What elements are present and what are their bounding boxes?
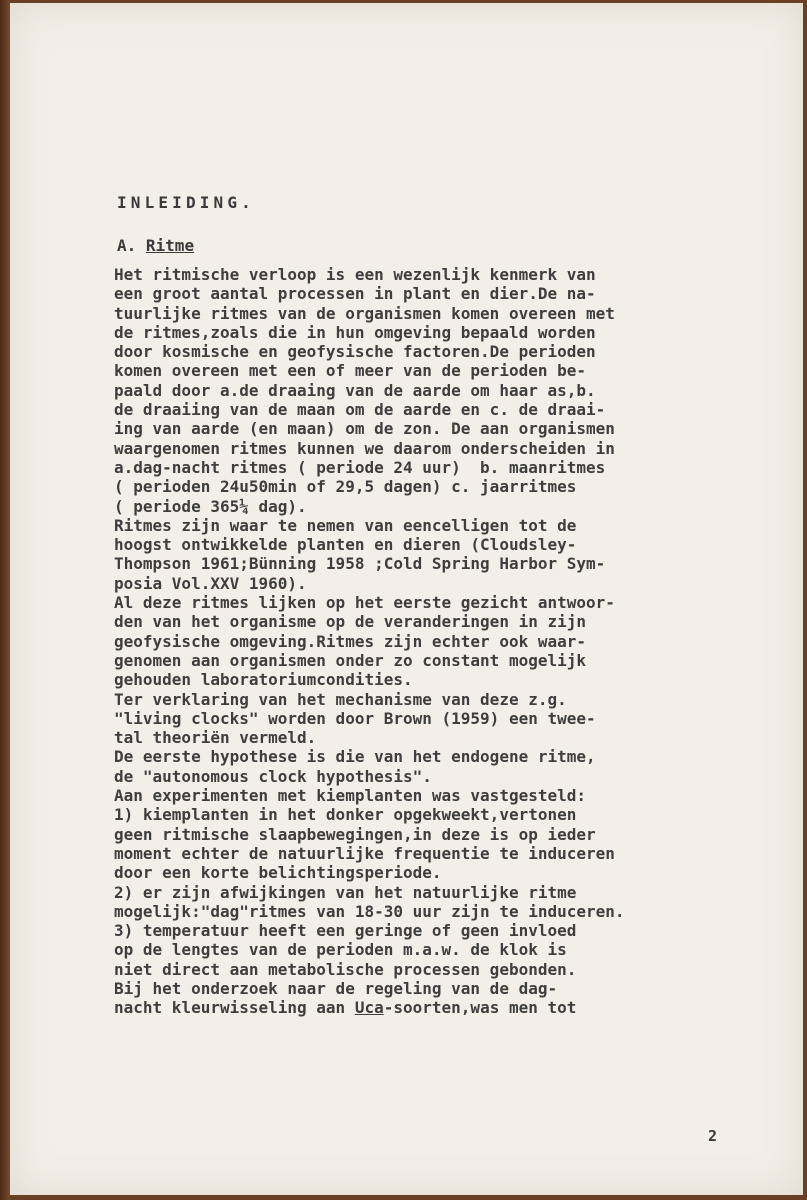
line-text: door een korte belichtingsperiode. (114, 863, 442, 883)
line-text: Thompson 1961;Bünning 1958 ;Cold Spring Harbor Sym- (114, 554, 606, 574)
line-text: waargenomen ritmes kunnen we daarom onderscheiden in (114, 438, 615, 458)
line-text: Ritmes zijn waar te nemen van eencelligen tot de (114, 515, 577, 535)
line-text: een groot aantal processen in plant en dier.De na- (114, 284, 596, 304)
document-page (10, 3, 803, 1195)
text-line (114, 593, 714, 612)
text-line (114, 381, 714, 400)
line-text: Het ritmische verloop is een wezenlijk kenmerk van (114, 265, 596, 284)
text-line (114, 361, 714, 380)
text-line (114, 728, 714, 747)
text-line (114, 709, 714, 728)
text-line (114, 574, 714, 593)
line-text: Al deze ritmes lijken op het eerste gezicht antwoor- (114, 593, 615, 613)
text-line (114, 921, 714, 940)
text-line (114, 690, 714, 709)
book-binding-edge (0, 0, 10, 1200)
text-line (114, 284, 714, 303)
text-line (114, 419, 714, 438)
text-line (114, 497, 714, 516)
line-text: Aan experimenten met kiemplanten was vastgesteld: (114, 786, 587, 806)
text-line (114, 554, 714, 573)
section-heading (117, 236, 194, 255)
text-line (114, 632, 714, 651)
line-text: ( periode 365¼ dag). (114, 496, 307, 516)
line-text: de "autonomous clock hypothesis". (114, 766, 432, 786)
chapter-heading: INLEIDING. (117, 193, 255, 212)
text-line (114, 670, 714, 689)
text-line (114, 805, 714, 824)
body-text (114, 265, 714, 1018)
line-text: niet direct aan metabolische processen gebonden. (114, 959, 577, 979)
line-text: de draaiing van de maan om de aarde en c. de draai- (114, 400, 606, 420)
section-title: Ritme (145, 236, 195, 255)
line-text: den van het organisme op de veranderingen in zijn (114, 612, 587, 632)
text-line (114, 304, 714, 323)
line-text: 1) kiemplanten in het donker opgekweekt,vertonen (114, 805, 577, 825)
line-text: De eerste hypothese is die van het endogene ritme, (114, 747, 596, 767)
text-line (114, 960, 714, 979)
line-text: hoogst ontwikkelde planten en dieren (Cloudsley- (114, 535, 577, 555)
text-line (114, 902, 714, 921)
text-line (114, 825, 714, 844)
line-text: komen overeen met een of meer van de perioden be- (114, 361, 587, 381)
line-text: ing van aarde (en maan) om de zon. De aan organismen (114, 419, 615, 439)
section-label: A. (117, 236, 137, 255)
line-text: tal theoriën vermeld. (114, 728, 317, 748)
line-text: a.dag-nacht ritmes ( periode 24 uur) b. maanritmes (114, 457, 606, 477)
text-line (114, 767, 714, 786)
text-line (114, 844, 714, 863)
text-line (114, 979, 714, 998)
line-text: de ritmes,zoals die in hun omgeving bepaald worden (114, 322, 596, 342)
line-text: geen ritmische slaapbewegingen,in deze is op ieder (114, 824, 596, 844)
line-text: op de lengtes van de perioden m.a.w. de klok is (114, 940, 567, 960)
line-text-continuation: -soorten,was men tot (383, 998, 577, 1018)
text-line (114, 400, 714, 419)
text-line (114, 535, 714, 554)
text-line (114, 323, 714, 342)
page-number: 2 (708, 1127, 718, 1145)
line-text: mogelijk:"dag"ritmes van 18-30 uur zijn te induceren. (114, 901, 625, 921)
text-line (114, 998, 714, 1017)
text-line (114, 786, 714, 805)
line-text: 3) temperatuur heeft een geringe of geen invloed (114, 921, 577, 941)
text-line (114, 477, 714, 496)
text-line (114, 940, 714, 959)
line-text: 2) er zijn afwijkingen van het natuurlijke ritme (114, 882, 577, 902)
line-text: genomen aan organismen onder zo constant mogelijk (114, 650, 587, 670)
line-text: ( perioden 24u50min of 29,5 dagen) c. jaarritmes (114, 477, 577, 497)
line-text: nacht kleurwisseling aan (114, 998, 355, 1018)
line-text: paald door a.de draaing van de aarde om haar as,b. (114, 380, 596, 400)
text-line (114, 651, 714, 670)
line-text: "living clocks" worden door Brown (1959) een twee- (114, 708, 596, 728)
underlined-term: Uca (354, 998, 384, 1018)
line-text: gehouden laboratoriumcondities. (114, 670, 413, 690)
text-line (114, 342, 714, 361)
line-text: geofysische omgeving.Ritmes zijn echter ook waar- (114, 631, 587, 651)
line-text: Ter verklaring van het mechanisme van deze z.g. (114, 689, 567, 709)
line-text: moment echter de natuurlijke frequentie te induceren (114, 843, 615, 863)
line-text: door kosmische en geofysische factoren.De perioden (114, 342, 596, 362)
line-text: Bij het onderzoek naar de regeling van de dag- (114, 978, 558, 998)
text-line (114, 863, 714, 882)
line-text: tuurlijke ritmes van de organismen komen overeen met (114, 303, 615, 323)
text-line (114, 516, 714, 535)
text-line (114, 439, 714, 458)
text-line (114, 458, 714, 477)
text-line (114, 747, 714, 766)
text-line (114, 612, 714, 631)
text-line (114, 883, 714, 902)
line-text: posia Vol.XXV 1960). (114, 573, 307, 593)
text-line (114, 265, 714, 284)
